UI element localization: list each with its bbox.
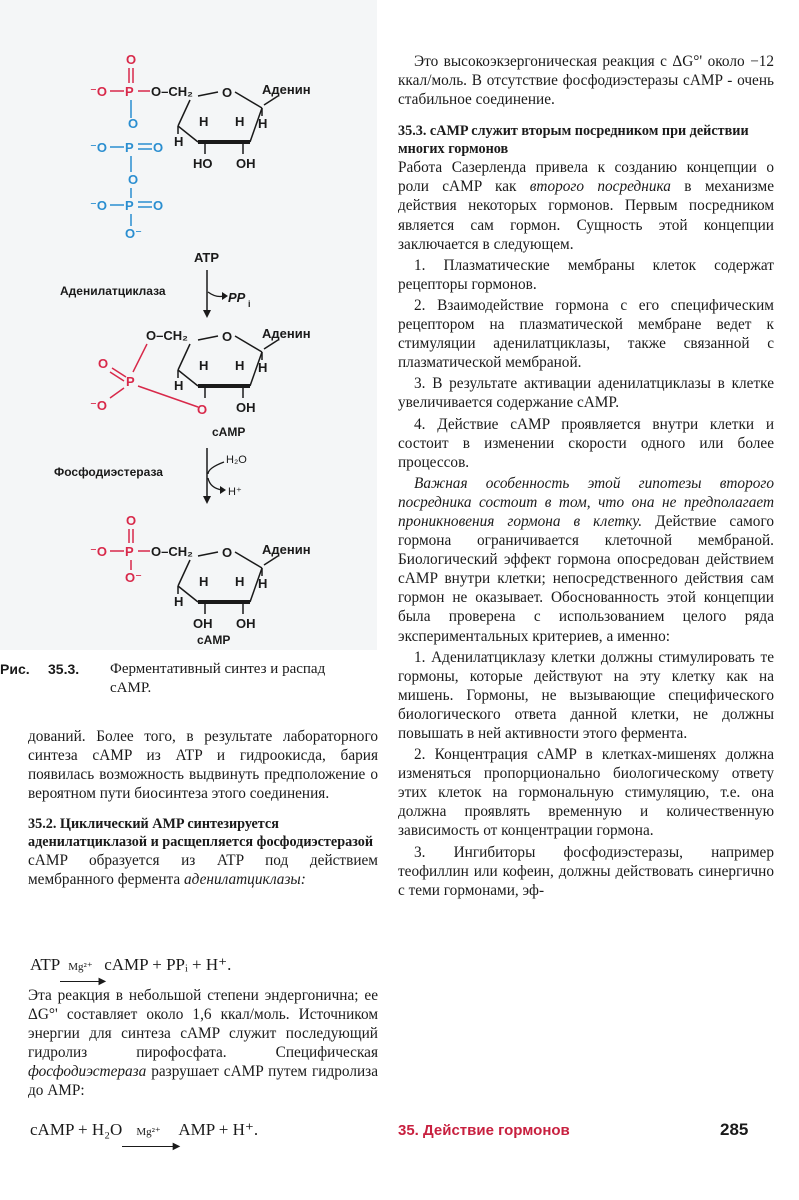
svg-text:P: P [125,140,134,155]
svg-text:H: H [258,576,268,591]
list-item-2: 2. Взаимодействие гормона с его специфическим рецептором на плазматической мембране ведет к стимуляции аденилатциклазы, также связанной с плазматической мембраной. [398,296,774,372]
caption-number: 35.3. [48,661,80,677]
adenine-label-3: Аденин [262,542,311,557]
left-column-lower [28,986,378,1101]
right-paragraph-1: Это высокоэкзергоническая реакция с ΔG°' около −12 ккал/моль. В отсутствие фосфодиэстеразы cAMP - очень стабильное соединение. [398,53,774,109]
list-item-3: 3. В результате активации аденилатциклазы в клетке увеличивается содержание cAMP. [398,375,774,412]
svg-text:H: H [199,358,209,373]
adenine-label-2: Аденин [262,326,311,341]
svg-text:⁻O: ⁻O [90,140,107,155]
svg-text:O: O [222,329,233,344]
svg-text:H: H [258,360,268,375]
list-item-4: 4. Действие cAMP проявляется внутри клетки и состоит в изменении скорости одного или более процессов. [398,415,774,471]
camp-cyclic-phosphate [90,344,207,417]
right-column [398,52,774,900]
svg-text:OH: OH [236,400,256,415]
svg-text:P: P [125,84,134,99]
section-heading-35-2: 35.2. Циклический AMP синтезируется аденилатциклазой и расщепляется фосфодиэстеразой [28,816,374,851]
svg-text:O: O [98,356,109,371]
atp-phosphate-chain [90,100,163,241]
svg-text:H: H [199,114,209,129]
pp-label: PP [228,290,246,305]
svg-text:O: O [126,513,137,528]
right-paragraph-3: Важная особенность этой гипотезы второго посредника состоит в том, что она не предполагает проникновения гормона в клетку. Действие самого гормона ограничивается клеточной мембраной. Биологический эффект гормона опосредован действием cAMP внутри клетки; непосредственного действия сам гормон не оказывает. Обоснованность этой концепции была проверена с использованием целого ряда экспериментальных критериев, а именно: [398,474,774,645]
svg-text:H: H [174,594,184,609]
svg-text:O: O [153,198,164,213]
svg-text:O: O [222,545,233,560]
equation-1: ATP Mg²⁺ ▶ cAMP + PPᵢ + H⁺. [30,955,232,987]
svg-text:O–CH₂: O–CH₂ [151,544,193,559]
list-item-1: 1. Плазматические мембраны клеток содержат рецепторы гормонов. [398,256,774,293]
svg-text:OH: OH [193,616,213,631]
atp-alpha-phosphate [90,52,150,99]
camp-label-2: cAMP [197,633,231,647]
svg-text:⁻O: ⁻O [90,398,107,413]
svg-text:OH: OH [236,156,256,171]
figure-35-3 [0,0,377,650]
svg-text:P: P [125,544,134,559]
svg-text:H: H [199,574,209,589]
svg-text:O: O [153,140,164,155]
left-paragraph-3: Эта реакция в небольшой степени эндергонична; ее ΔG°' составляет около 1,6 ккал/моль. Источником энергии для синтеза cAMP служит последующий гидролиз пирофосфата. Специфическая фосфодиэстераза разрушает cAMP путем гидролиза до AMP: [28,987,378,1100]
criterion-1: 1. Аденилатциклазу клетки должны стимулировать те гормоны, которые действуют на эту клетку как на мишень. Гормоны, не вызывающие специфического биологического ответа данной клетки, не должны повышать в ней активности этого фермента. [398,648,774,742]
svg-text:O⁻: O⁻ [125,226,142,241]
svg-text:O–CH₂: O–CH₂ [151,84,193,99]
svg-text:O: O [197,402,208,417]
svg-text:O: O [222,85,233,100]
svg-text:H: H [258,116,268,131]
equation-2: cAMP + H₂O Mg²⁺ ▶ AMP + H⁺. [30,1120,259,1152]
svg-text:O: O [126,52,137,67]
left-paragraph-2: cAMP образуется из ATP под действием мембранного фермента аденилатциклазы: [28,852,378,889]
running-footer-title: 35. Действие гормонов [398,1122,570,1139]
section-heading-35-3: 35.3. cAMP служит вторым посредником при действии многих гормонов [398,123,749,158]
camp-label-1: cAMP [212,425,246,439]
svg-text:i: i [248,299,251,309]
adenine-label-1: Аденин [262,82,311,97]
caption-label: Рис. [0,661,30,677]
atp-label: ATP [194,250,220,265]
svg-text:HO: HO [193,156,213,171]
svg-text:O–CH₂: O–CH₂ [146,328,188,343]
reaction-diagram [0,0,377,650]
amp-phosphate [90,513,150,585]
svg-text:H: H [174,378,184,393]
criterion-3: 3. Ингибиторы фосфодиэстеразы, например теофиллин или кофеин, должны действовать синергично с теми гормонами, эф- [398,843,774,899]
left-paragraph-1: дований. Более того, в результате лабораторного синтеза cAMP из ATP и гидроокисда, бария появилась возможность выдвинуть предположение о вероятном пути биосинтеза этого соединения. [28,728,378,803]
svg-text:H: H [235,114,245,129]
criterion-2: 2. Концентрация cAMP в клетках-мишенях должна изменяться пропорционально биологическому ответу этих клеток на гормональную стимуляцию, т.е. она должна проявлять временную и количественную зависимость от концентрации гормона. [398,746,774,840]
left-column [28,727,378,890]
page-number: 285 [720,1120,749,1139]
svg-text:OH: OH [236,616,256,631]
svg-text:H: H [235,574,245,589]
h2o-label: H₂O [226,454,247,466]
svg-text:⁻O: ⁻O [90,544,107,559]
svg-text:O: O [128,172,139,187]
svg-text:⁻O: ⁻O [90,198,107,213]
hplus-label: H⁺ [228,486,242,498]
right-paragraph-2: Работа Сазерленда привела к созданию концепции о роли cAMP как второго посредника в механизме действия некоторых гормонов. Первым посредником является сам гормон. Сущность этой концепции заключается в следующем. [398,159,774,253]
svg-text:P: P [126,374,135,389]
phosphodiesterase-label: Фосфодиэстераза [54,465,163,479]
caption-text: Ферментативный синтез и распад cAMP. [110,661,326,696]
svg-text:O: O [128,116,139,131]
svg-text:⁻O: ⁻O [90,84,107,99]
svg-text:O⁻: O⁻ [125,570,142,585]
svg-text:H: H [174,134,184,149]
adenylate-cyclase-label: Аденилатциклаза [60,284,166,298]
svg-text:P: P [125,198,134,213]
svg-text:H: H [235,358,245,373]
